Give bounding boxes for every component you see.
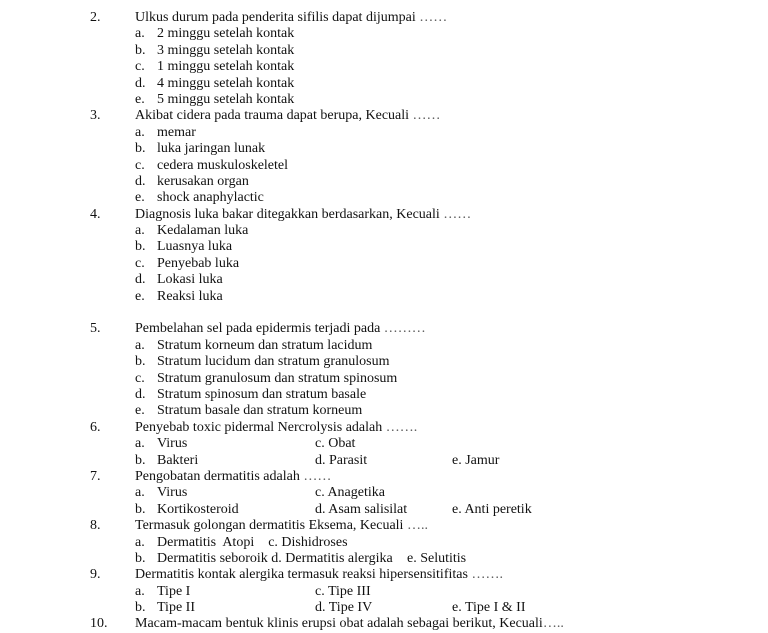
option-e: e. Jamur — [452, 452, 500, 468]
question-number: 6. — [90, 419, 101, 435]
option-e: e. Reaksi luka — [135, 288, 223, 304]
option-e: e. Stratum basale dan stratum korneum — [135, 403, 363, 419]
question-text: Macam-macam bentuk klinis erupsi obat adalah sebagai berikut, Kecuali….. — [135, 616, 564, 632]
question-number: 5. — [90, 321, 101, 337]
option-a: a. Virus — [135, 436, 188, 452]
option-e: e. 5 minggu setelah kontak — [135, 91, 295, 107]
option-c: c. Anagetika — [315, 485, 385, 501]
question-number: 10. — [90, 616, 108, 632]
question-number: 7. — [90, 468, 101, 484]
option-a: a. Kedalaman luka — [135, 223, 249, 239]
option-d: d. Tipe IV — [315, 600, 373, 616]
question-8 — [0, 518, 768, 567]
option-a: a. Virus — [135, 485, 188, 501]
option-a-and-c: a. Dermatitis Atopi c. Dishidroses — [135, 534, 348, 550]
option-d: d. Stratum spinosum dan stratum basale — [135, 386, 367, 402]
option-d: d. 4 minggu setelah kontak — [135, 75, 295, 91]
question-number: 3. — [90, 108, 101, 124]
question-number: 8. — [90, 518, 101, 534]
option-c: c. cedera muskuloskeletel — [135, 157, 289, 173]
question-10 — [0, 616, 768, 632]
option-a: a. memar — [135, 124, 196, 140]
question-2 — [0, 10, 768, 108]
option-b: b. Kortikosteroid — [135, 501, 239, 517]
option-b: b. Luasnya luka — [135, 239, 233, 255]
option-c: c. 1 minggu setelah kontak — [135, 59, 295, 75]
option-a: a. 2 minggu setelah kontak — [135, 26, 295, 42]
option-c: c. Stratum granulosum dan stratum spinosum — [135, 370, 398, 386]
option-d: d. Parasit — [315, 452, 368, 468]
option-d: d. Asam salisilat — [315, 501, 408, 517]
option-b-and-d: b. Dermatitis seboroik d. Dermatitis alergika — [135, 550, 393, 566]
question-6 — [0, 420, 768, 469]
question-text: Dermatitis kontak alergika termasuk reaksi hipersensitifitas ……. — [135, 567, 503, 583]
option-c: c. Obat — [315, 436, 356, 452]
option-c: c. Penyebab luka — [135, 255, 240, 271]
option-e: e. Anti peretik — [452, 501, 532, 517]
question-5 — [0, 321, 768, 419]
blank-line — [0, 305, 768, 321]
question-4 — [0, 207, 768, 305]
option-b: b. Tipe II — [135, 600, 195, 616]
question-text: Termasuk golongan dermatitis Eksema, Kecuali ….. — [135, 518, 428, 534]
option-b: b. Bakteri — [135, 452, 199, 468]
option-b: b. luka jaringan lunak — [135, 141, 266, 157]
option-e: e. Selutitis — [407, 550, 467, 566]
question-text: Penyebab toxic pidermal Nercrolysis adalah ……. — [135, 419, 418, 435]
option-d: d. Lokasi luka — [135, 272, 223, 288]
option-e: e. shock anaphylactic — [135, 190, 264, 206]
option-d: d. kerusakan organ — [135, 173, 249, 189]
option-b: b. 3 minggu setelah kontak — [135, 42, 295, 58]
option-c: c. Tipe III — [315, 583, 371, 599]
option-a: a. Tipe I — [135, 583, 191, 599]
option-b: b. Stratum lucidum dan stratum granulosum — [135, 354, 390, 370]
question-number: 4. — [90, 206, 101, 222]
question-text: Pengobatan dermatitis adalah …… — [135, 468, 332, 484]
question-9 — [0, 567, 768, 616]
question-text: Diagnosis luka bakar ditegakkan berdasarkan, Kecuali …… — [135, 206, 472, 222]
option-e: e. Tipe I & II — [452, 600, 526, 616]
question-3 — [0, 108, 768, 206]
question-text: Ulkus durum pada penderita sifilis dapat dijumpai …… — [135, 10, 448, 25]
question-text: Akibat cidera pada trauma dapat berupa, Kecuali …… — [135, 108, 441, 124]
question-text: Pembelahan sel pada epidermis terjadi pada ……… — [135, 321, 426, 337]
question-7 — [0, 469, 768, 518]
question-number: 9. — [90, 567, 101, 583]
question-number: 2. — [90, 10, 101, 25]
option-a: a. Stratum korneum dan stratum lacidum — [135, 337, 373, 353]
